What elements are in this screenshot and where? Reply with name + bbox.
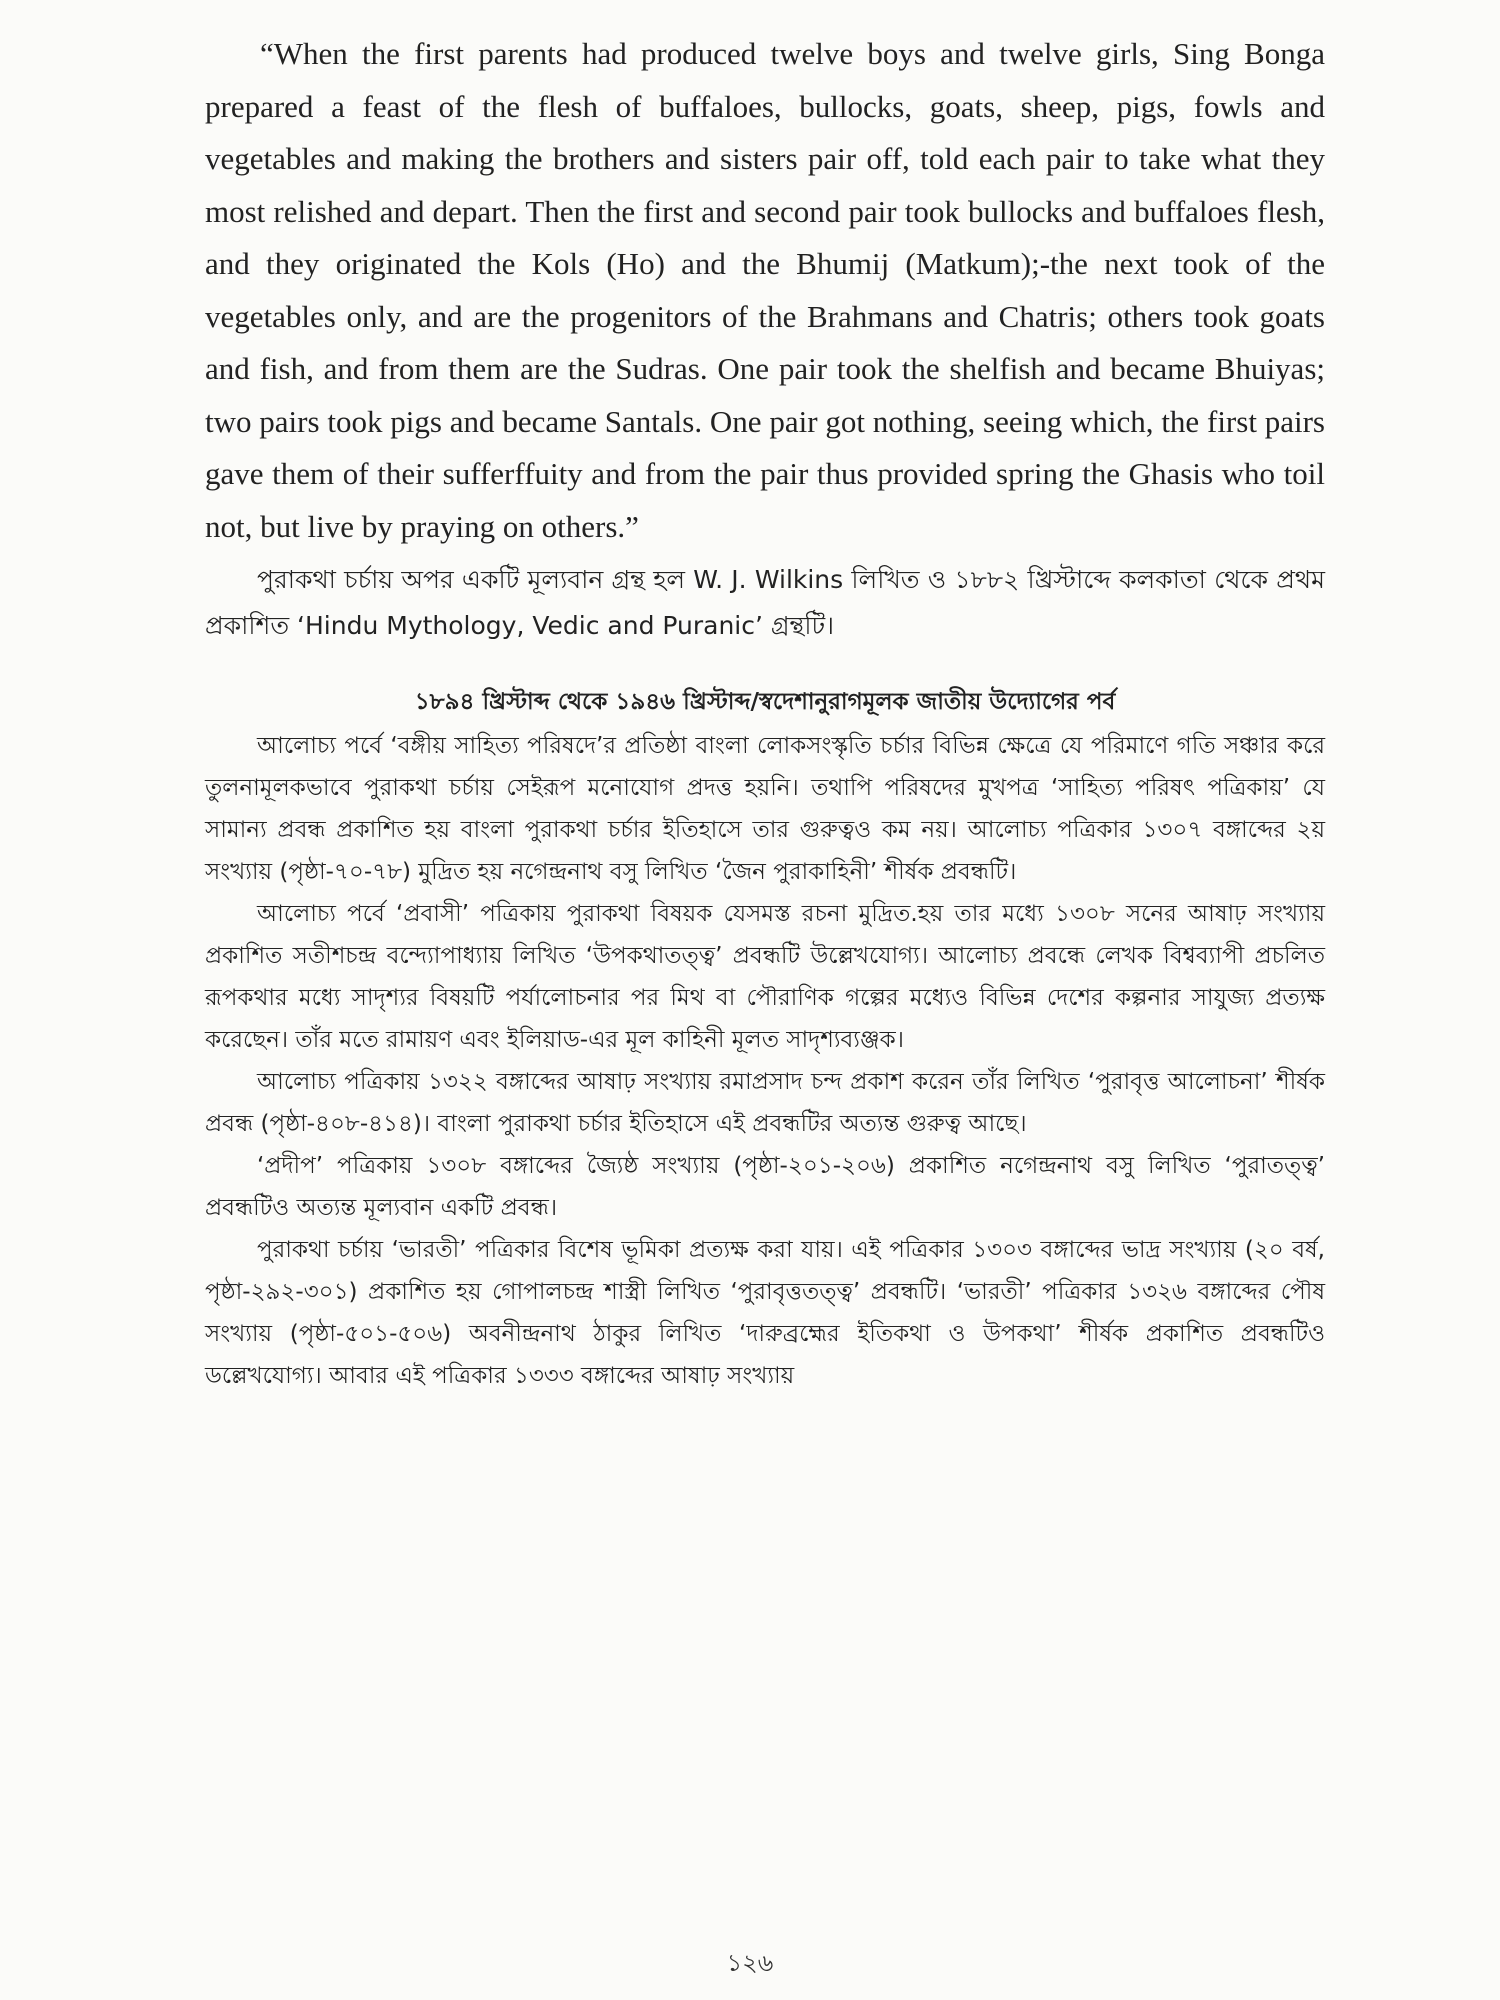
wilkins-paragraph: পুরাকথা চর্চায় অপর একটি মূল্যবান গ্রন্থ হল W. J. Wilkins লিখিত ও ১৮৮২ খ্রিস্টাব্দে কলকাতা থেকে প্রথম প্রকাশিত ‘Hindu Mythology, Vedic and Puranic’ গ্রন্থটি।	[205, 565, 1325, 640]
section-heading: ১৮৯৪ খ্রিস্টাব্দ থেকে ১৯৪৬ খ্রিস্টাব্দ/স্বদেশানুরাগমূলক জাতীয় উদ্যোগের পর্ব	[414, 689, 1116, 715]
paragraph-bharati: পুরাকথা চর্চায় ‘ভারতী’ পত্রিকার বিশেষ ভূমিকা প্রত্যক্ষ করা যায়। এই পত্রিকার ১৩০৩ বঙ্গাব্দের ভাদ্র সংখ্যায় (২০ বর্ষ, পৃষ্ঠা-২৯২-৩০১) প্রকাশিত হয় গোপালচন্দ্র শাস্ত্রী লিখিত ‘পুরাবৃত্ততত্ত্ব’ প্রবন্ধটি। ‘ভারতী’ পত্রিকার ১৩২৬ বঙ্গাব্দের পৌষ সংখ্যায় (পৃষ্ঠা-৫০১-৫০৬) অবনীন্দ্রনাথ ঠাকুর লিখিত ‘দারুব্রহ্মের ইতিকথা ও উপকথা’ শীর্ষক প্রকাশিত প্রবন্ধটিও ডল্লেখযোগ্য। আবার এই পত্রিকার ১৩৩৩ বঙ্গাব্দের আষাঢ় সংখ্যায়	[205, 1237, 1325, 1389]
page-number: ১২৬	[726, 1949, 774, 1977]
paragraph-parishad: আলোচ্য পর্বে ‘বঙ্গীয় সাহিত্য পরিষদে’র প্রতিষ্ঠা বাংলা লোকসংস্কৃতি চর্চার বিভিন্ন ক্ষেত্রে যে পরিমাণে গতি সঞ্চার করে তুলনামূলকভাবে পুরাকথা চর্চায় সেইরূপ মনোযোগ প্রদত্ত হয়নি। তথাপি পরিষদের মুখপত্র ‘সাহিত্য পরিষৎ পত্রিকায়’ যে সামান্য প্রবন্ধ প্রকাশিত হয় বাংলা পুরাকথা চর্চার ইতিহাসে তার গুরুত্বও কম নয়। আলোচ্য পত্রিকার ১৩০৭ বঙ্গাব্দের ২য় সংখ্যায় (পৃষ্ঠা-৭০-৭৮) মুদ্রিত হয় নগেন্দ্রনাথ বসু লিখিত ‘জৈন পুরাকাহিনী’ শীর্ষক প্রবন্ধটি।	[205, 733, 1325, 885]
paragraph-prabasi: আলোচ্য পর্বে ‘প্রবাসী’ পত্রিকায় পুরাকথা বিষয়ক যেসমস্ত রচনা মুদ্রিত.হয় তার মধ্যে ১৩০৮ সনের আষাঢ় সংখ্যায় প্রকাশিত সতীশচন্দ্র বন্দ্যোপাধ্যায় লিখিত ‘উপকথাতত্ত্ব’ প্রবন্ধটি উল্লেখযোগ্য। আলোচ্য প্রবন্ধে লেখক বিশ্বব্যাপী প্রচলিত রূপকথার মধ্যে সাদৃশ্যর বিষয়টি পর্যালোচনার পর মিথ বা পৌরাণিক গল্পের মধ্যেও বিভিন্ন দেশের কল্পনার সাযুজ্য প্রত্যক্ষ করেছেন। তাঁর মতে রামায়ণ এবং ইলিয়াড-এর মূল কাহিনী মূলত সাদৃশ্যব্যঞ্জক।	[205, 901, 1325, 1053]
paragraph-pradip: ‘প্রদীপ’ পত্রিকায় ১৩০৮ বঙ্গাব্দের জ্যৈষ্ঠ সংখ্যায় (পৃষ্ঠা-২০১-২০৬) প্রকাশিত নগেন্দ্রনাথ বসু লিখিত ‘পুরাতত্ত্ব’ প্রবন্ধটিও অত্যন্ত মূল্যবান একটি প্রবন্ধ।	[205, 1153, 1325, 1221]
quote-paragraph: “When the first parents had produced twelve boys and twelve girls, Sing Bonga prepared a feast of the flesh of buffaloes, bullocks, goats, sheep, pigs, fowls and vegetables and making the brothers and sisters pair off, told each pair to take what they most relished and depart. Then the first and second pair took bullocks and buffaloes flesh, and they originated the Kols (Ho) and the Bhumij (Matkum);-the next took of the vegetables only, and are the progenitors of the Brahmans and Chatris; others took goats and fish, and from them are the Sudras. One pair took the shelfish and became Bhuiyas; two pairs took pigs and became Santals. One pair got nothing, seeing which, the first pairs gave them of their sufferffuity and from the pair thus provided spring the Ghasis who toil not, but live by praying on others.”	[205, 36, 1325, 544]
page-body	[205, 28, 1325, 1397]
paragraph-puravritta: আলোচ্য পত্রিকায় ১৩২২ বঙ্গাব্দের আষাঢ় সংখ্যায় রমাপ্রসাদ চন্দ প্রকাশ করেন তাঁর লিখিত ‘পুরাবৃত্ত আলোচনা’ শীর্ষক প্রবন্ধ (পৃষ্ঠা-৪০৮-৪১৪)। বাংলা পুরাকথা চর্চার ইতিহাসে এই প্রবন্ধটির অত্যন্ত গুরুত্ব আছে।	[205, 1069, 1325, 1137]
